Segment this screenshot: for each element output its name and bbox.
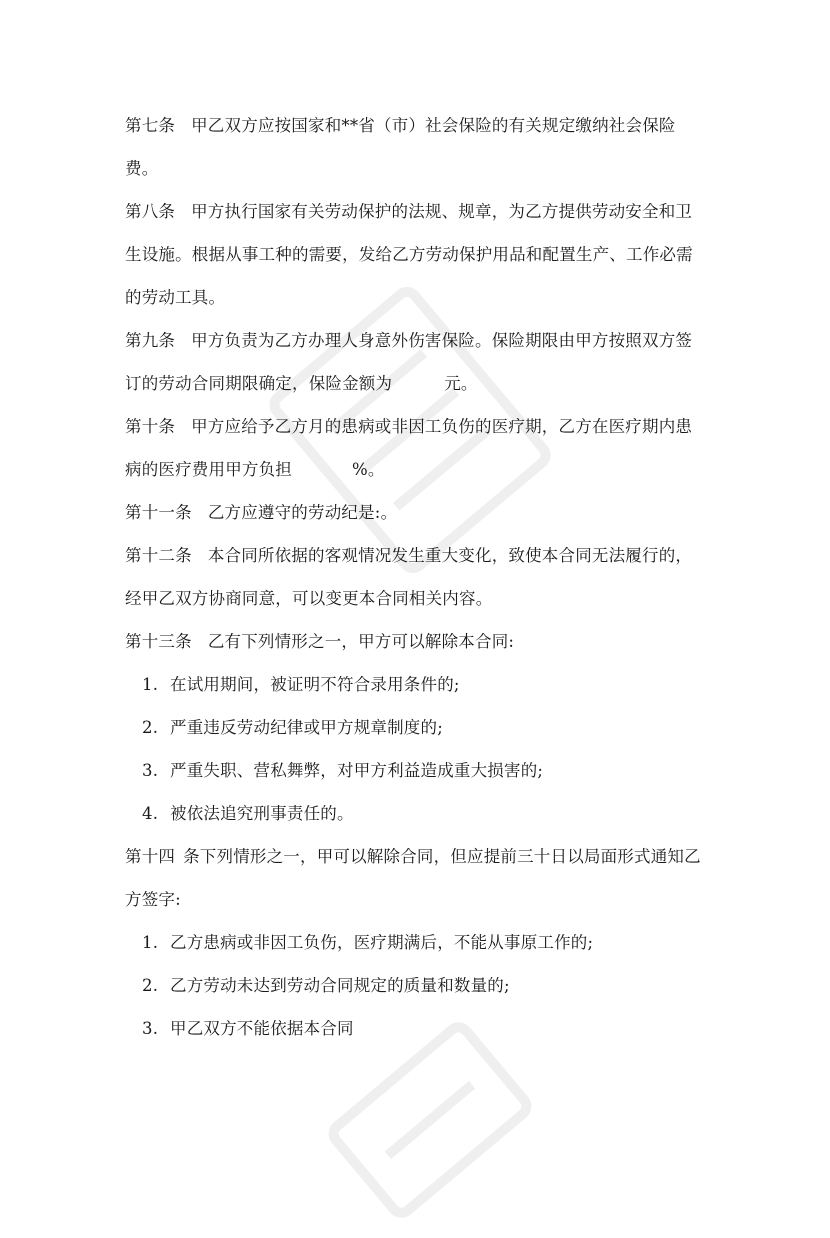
article-8-line-2: 生设施。根据从事工种的需要，发给乙方劳动保护用品和配置生产、工作必需 bbox=[125, 245, 693, 264]
article-10-text-1: 甲方应给予乙方月的患病或非因工负伤的医疗期，乙方在医疗期内患 bbox=[191, 417, 693, 436]
list-item bbox=[125, 749, 705, 792]
list-item-text: 严重违反劳动纪律或甲方规章制度的; bbox=[170, 718, 443, 737]
list-item bbox=[125, 921, 705, 964]
article-7-line-2: 费。 bbox=[125, 159, 159, 178]
article-14-line-2: 方签字: bbox=[125, 890, 181, 909]
article-10-text-2a: 病的医疗费用甲方负担 bbox=[125, 460, 292, 479]
list-item-number: 2. bbox=[142, 976, 159, 995]
list-item-text: 甲乙双方不能依据本合同 bbox=[170, 1019, 354, 1038]
article-7-line-1 bbox=[125, 104, 705, 147]
list-item-number: 1. bbox=[142, 675, 159, 694]
list-item-number: 1. bbox=[142, 933, 159, 952]
list-item-text: 严重失职、营私舞弊，对甲方利益造成重大损害的; bbox=[170, 761, 544, 780]
article-14-line-1 bbox=[125, 835, 705, 878]
article-13-label: 第十三条 bbox=[125, 632, 192, 651]
article-12-line-1 bbox=[125, 534, 705, 577]
article-8-text-1: 甲方执行国家有关劳动保护的法规、规章，为乙方提供劳动安全和卫 bbox=[191, 202, 693, 221]
list-item-text: 被依法追究刑事责任的。 bbox=[170, 804, 354, 823]
article-9-label: 第九条 bbox=[125, 331, 176, 350]
list-item-text: 乙方患病或非因工负伤，医疗期满后，不能从事原工作的; bbox=[170, 933, 594, 952]
article-11-text-1: 乙方应遵守的劳动纪是:。 bbox=[207, 503, 398, 522]
article-14-label: 第十四 bbox=[125, 847, 176, 866]
article-8-label: 第八条 bbox=[125, 202, 176, 221]
list-item-text: 乙方劳动未达到劳动合同规定的质量和数量的; bbox=[170, 976, 510, 995]
article-14-text-1: 条下列情形之一，甲可以解除合同，但应提前三十日以局面形式通知乙 bbox=[183, 847, 701, 866]
list-item-number: 3. bbox=[142, 1019, 159, 1038]
document-body bbox=[125, 104, 705, 1050]
article-9-line-2 bbox=[125, 362, 705, 405]
article-7-label: 第七条 bbox=[125, 116, 176, 135]
article-8-line-1 bbox=[125, 190, 705, 233]
article-12-text-1: 本合同所依据的客观情况发生重大变化，致使本合同无法履行的， bbox=[207, 546, 693, 565]
article-13-line-1 bbox=[125, 620, 705, 663]
article-8-line-3: 的劳动工具。 bbox=[125, 288, 226, 307]
article-10-line-1 bbox=[125, 405, 705, 448]
list-item bbox=[125, 706, 705, 749]
article-9-text-2a: 订的劳动合同期限确定，保险金额为 bbox=[125, 374, 393, 393]
article-10-line-2 bbox=[125, 448, 705, 491]
list-item-number: 3. bbox=[142, 761, 159, 780]
article-11-label: 第十一条 bbox=[125, 503, 192, 522]
article-13-text-1: 乙有下列情形之一，甲方可以解除本合同: bbox=[207, 632, 515, 651]
article-10-text-2b: %。 bbox=[352, 460, 385, 479]
article-7-text-1: 甲乙双方应按国家和**省（市）社会保险的有关规定缴纳社会保险 bbox=[191, 116, 676, 135]
list-item bbox=[125, 964, 705, 1007]
list-item bbox=[125, 663, 705, 706]
article-12-label: 第十二条 bbox=[125, 546, 192, 565]
list-item-number: 2. bbox=[142, 718, 159, 737]
list-item bbox=[125, 792, 705, 835]
list-item-text: 在试用期间，被证明不符合录用条件的; bbox=[170, 675, 460, 694]
list-item-number: 4. bbox=[142, 804, 159, 823]
list-item bbox=[125, 1007, 705, 1050]
article-11-line-1 bbox=[125, 491, 705, 534]
article-10-label: 第十条 bbox=[125, 417, 176, 436]
article-9-text-2b: 元。 bbox=[444, 374, 478, 393]
article-9-text-1: 甲方负责为乙方办理人身意外伤害保险。保险期限由甲方按照双方签 bbox=[191, 331, 693, 350]
article-12-line-2: 经甲乙双方协商同意，可以变更本合同相关内容。 bbox=[125, 589, 493, 608]
article-9-line-1 bbox=[125, 319, 705, 362]
